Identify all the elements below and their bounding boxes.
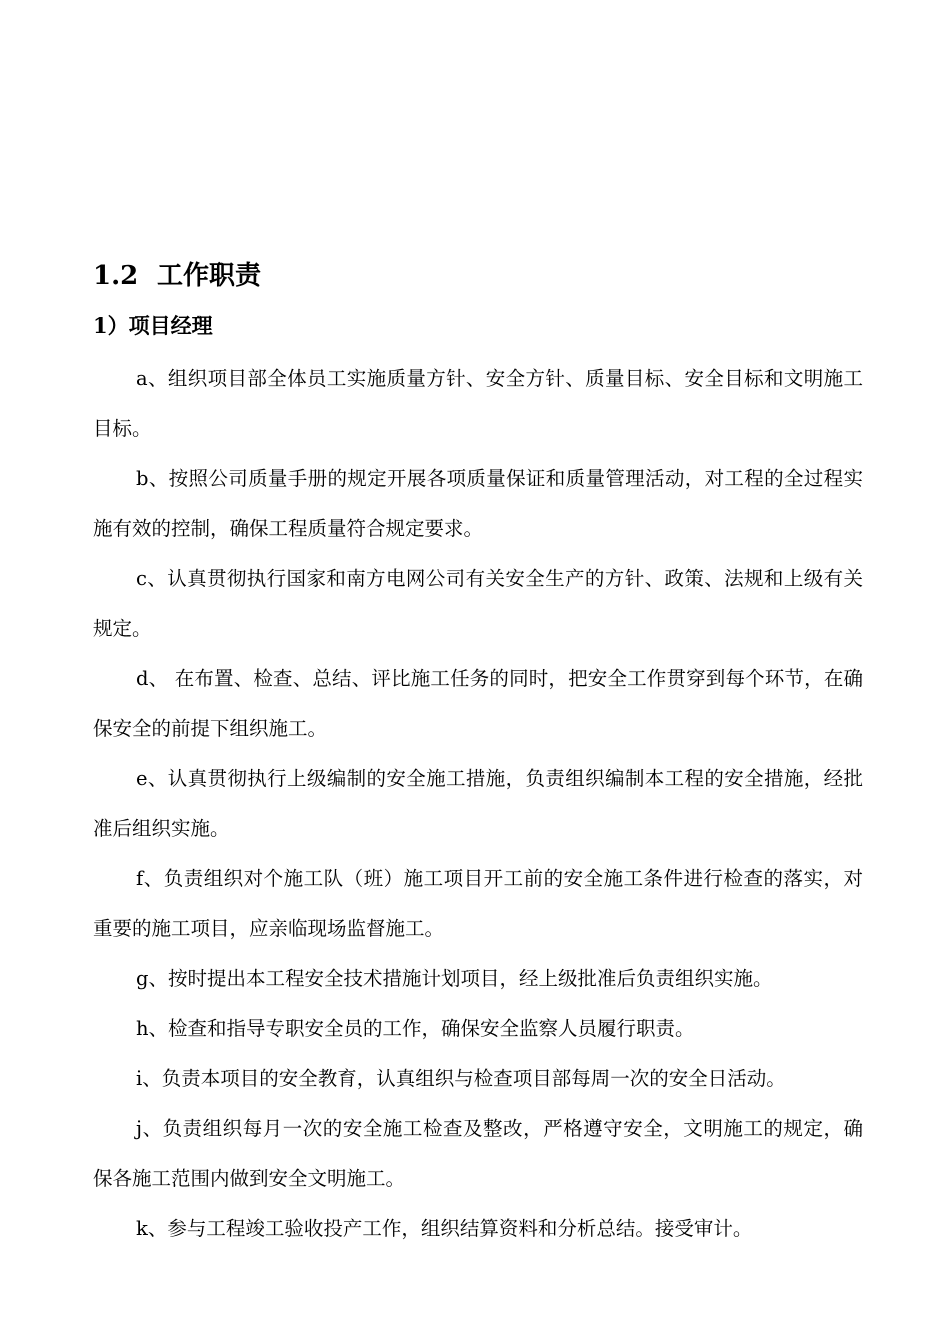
duty-item-c: c、认真贯彻执行国家和南方电网公司有关安全生产的方针、政策、法规和上级有关规定。 [93,567,863,640]
section-heading [93,256,261,296]
duty-list [93,354,863,1254]
section-number: 1.2 [93,261,139,291]
subsection-heading: 1）项目经理 [93,313,213,338]
duty-item-j: j、负责组织每月一次的安全施工检查及整改，严格遵守安全，文明施工的规定，确保各施工范围内做到安全文明施工。 [93,1117,863,1190]
duty-item-i: i、负责本项目的安全教育，认真组织与检查项目部每周一次的安全日活动。 [136,1067,786,1090]
duty-item-h: h、检查和指导专职安全员的工作，确保安全监察人员履行职责。 [136,1017,695,1040]
duty-item-k: k、参与工程竣工验收投产工作，组织结算资料和分析总结。接受审计。 [136,1217,753,1240]
duty-item-e: e、认真贯彻执行上级编制的安全施工措施，负责组织编制本工程的安全措施，经批准后组织实施。 [93,767,863,840]
duty-item-a: a、组织项目部全体员工实施质量方针、安全方针、质量目标、安全目标和文明施工目标。 [93,367,863,440]
duty-item-d: d、 在布置、检查、总结、评比施工任务的同时，把安全工作贯穿到每个环节，在确保安全的前提下组织施工。 [93,667,863,740]
section-title: 工作职责 [157,261,262,291]
duty-item-g: g、按时提出本工程安全技术措施计划项目，经上级批准后负责组织实施。 [136,967,773,990]
duty-item-f: f、负责组织对个施工队（班）施工项目开工前的安全施工条件进行检查的落实，对重要的施工项目，应亲临现场监督施工。 [93,867,863,940]
duty-item-b: b、按照公司质量手册的规定开展各项质量保证和质量管理活动，对工程的全过程实施有效的控制，确保工程质量符合规定要求。 [93,467,863,540]
